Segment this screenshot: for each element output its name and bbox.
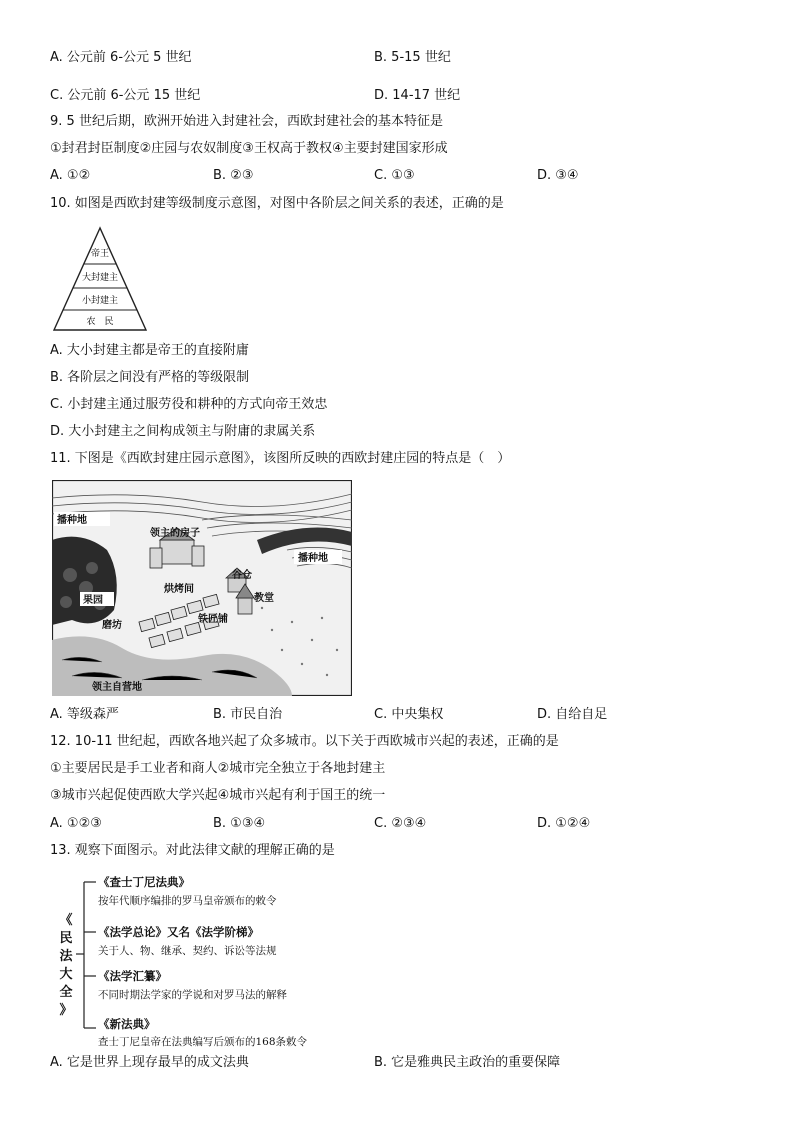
q13-stem: 13. 观察下面图示。对此法律文献的理解正确的是 [50, 843, 335, 858]
q11-option-b: B. 市民自治 [213, 707, 283, 722]
q9-stem: 9. 5 世纪后期，欧洲开始进入封建社会，西欧封建社会的基本特征是 [50, 114, 443, 129]
q12-option-c: C. ②③④ [374, 816, 427, 831]
label-smithy: 铁匠铺 [198, 614, 228, 625]
pyramid-level-emperor: 帝王 [90, 249, 110, 259]
branch-4-desc: 查士丁尼皇帝在法典编写后颁布的168条敕令 [98, 1036, 308, 1048]
q9-items: ①封君封臣制度②庄园与农奴制度③王权高于教权④主要封建国家形成 [50, 141, 448, 156]
pyramid-level-small-lord: 小封建主 [81, 296, 119, 306]
pyramid-level-peasant: 农 民 [86, 317, 114, 327]
q12-stem: 12. 10-11 世纪起，西欧各地兴起了众多城市。以下关于西欧城市兴起的表述，正确的是 [50, 734, 559, 749]
q9-option-c: C. ①③ [374, 168, 415, 183]
root-bracket-close: 》 [59, 1003, 73, 1018]
q12-items-line2: ③城市兴起促使西欧大学兴起④城市兴起有利于国王的统一 [50, 788, 386, 803]
q10-option-d: D. 大小封建主之间构成领主与附庸的隶属关系 [50, 424, 316, 439]
label-orchard: 果园 [83, 595, 103, 606]
q11-option-a: A. 等级森严 [50, 707, 119, 722]
branch-1-title: 《查士丁尼法典》 [98, 875, 190, 889]
branch-1-desc: 按年代顺序编排的罗马皇帝颁布的敕令 [98, 895, 277, 907]
q8-option-a: A. 公元前 6-公元 5 世纪 [50, 50, 192, 65]
root-char-3: 大 [59, 967, 73, 982]
q11-option-d: D. 自给自足 [537, 707, 608, 722]
feudal-pyramid-diagram [50, 226, 150, 332]
q13-option-a: A. 它是世界上现存最早的成文法典 [50, 1055, 249, 1070]
branch-2-title: 《法学总论》又名《法学阶梯》 [98, 925, 259, 939]
q12-option-b: B. ①③④ [213, 816, 266, 831]
manor-map-illustration [52, 480, 352, 696]
label-lord-house: 领主的房子 [150, 528, 200, 539]
q8-option-c: C. 公元前 6-公元 15 世纪 [50, 88, 201, 103]
q12-items-line1: ①主要居民是手工业者和商人②城市完全独立于各地封建主 [50, 761, 386, 776]
corpus-juris-civilis-diagram [56, 872, 356, 1048]
label-granary: 谷仓 [232, 570, 252, 581]
branch-3-desc: 不同时期法学家的学说和对罗马法的解释 [98, 989, 287, 1001]
root-char-2: 法 [59, 949, 73, 964]
q8-option-b: B. 5-15 世纪 [374, 50, 451, 65]
root-char-4: 全 [59, 985, 73, 1000]
branch-4-title: 《新法典》 [98, 1017, 156, 1031]
q11-option-c: C. 中央集权 [374, 707, 444, 722]
q9-option-b: B. ②③ [213, 168, 254, 183]
label-church: 教堂 [254, 593, 274, 604]
q12-option-a: A. ①②③ [50, 816, 102, 831]
root-char-1: 民 [59, 931, 73, 946]
label-mill: 磨坊 [102, 620, 122, 631]
label-bakery: 烘烤间 [164, 584, 194, 595]
label-sowing-field-right: 播种地 [298, 553, 328, 564]
label-lord-demesne: 领主自营地 [92, 682, 142, 693]
q10-option-b: B. 各阶层之间没有严格的等级限制 [50, 370, 250, 385]
branch-2-desc: 关于人、物、继承、契约、诉讼等法规 [98, 945, 277, 957]
branch-3-title: 《法学汇纂》 [98, 969, 167, 983]
pyramid-level-great-lord: 大封建主 [81, 273, 119, 283]
q12-option-d: D. ①②④ [537, 816, 591, 831]
q13-option-b: B. 它是雅典民主政治的重要保障 [374, 1055, 561, 1070]
q11-stem: 11. 下图是《西欧封建庄园示意图》，该图所反映的西欧封建庄园的特点是（ ） [50, 451, 511, 466]
root-bracket-open: 《 [59, 913, 73, 928]
label-sowing-field-left: 播种地 [57, 515, 87, 526]
q10-stem: 10. 如图是西欧封建等级制度示意图，对图中各阶层之间关系的表述，正确的是 [50, 196, 504, 211]
q10-option-a: A. 大小封建主都是帝王的直接附庸 [50, 343, 249, 358]
q9-option-d: D. ③④ [537, 168, 579, 183]
q10-option-c: C. 小封建主通过服劳役和耕种的方式向帝王效忠 [50, 397, 328, 412]
q8-option-d: D. 14-17 世纪 [374, 88, 461, 103]
q9-option-a: A. ①② [50, 168, 91, 183]
